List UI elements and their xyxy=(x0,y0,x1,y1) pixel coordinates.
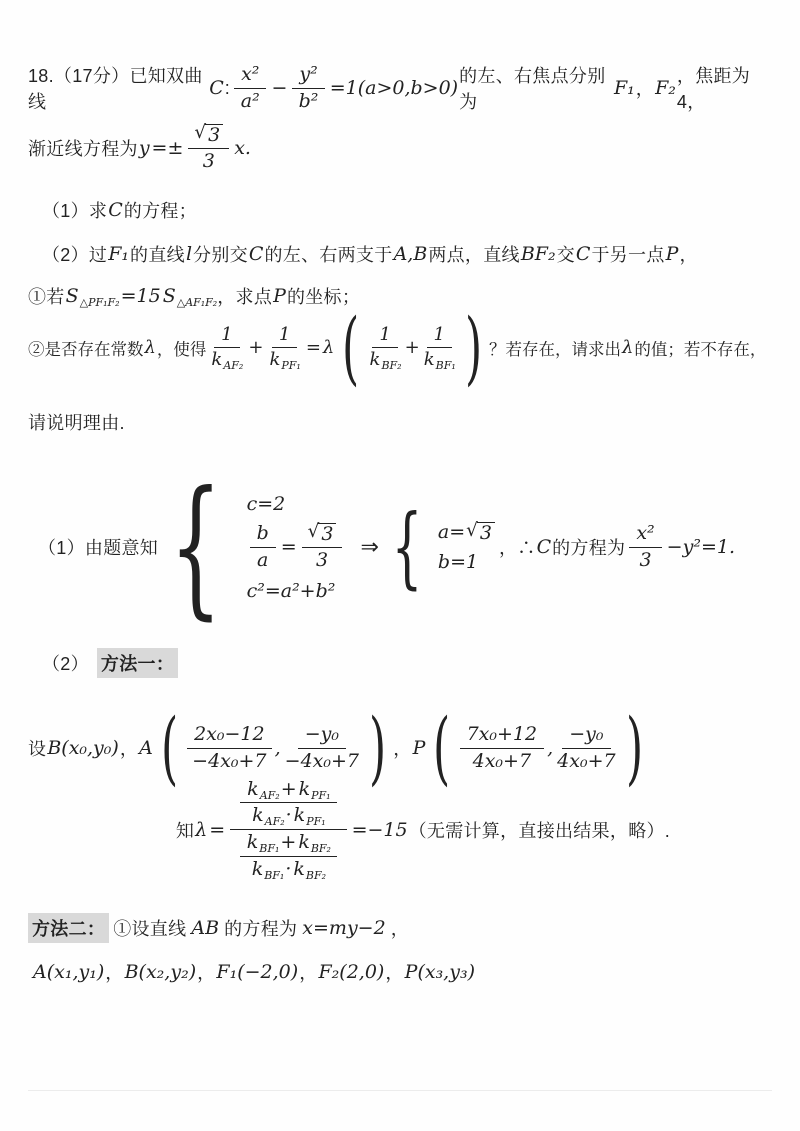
math-run: x. xyxy=(234,137,251,160)
text-run: 渐近线方程为 xyxy=(28,139,138,160)
denominator xyxy=(251,857,326,881)
text-run: ， xyxy=(197,962,216,983)
fraction xyxy=(292,64,324,113)
math-run: y² xyxy=(299,62,318,85)
math-run: F₁(−2,0) xyxy=(216,960,299,983)
math-run: 3 xyxy=(479,521,492,544)
fraction xyxy=(302,523,343,572)
math-run: S xyxy=(65,284,79,307)
fraction xyxy=(423,325,456,371)
math-run: x² xyxy=(636,522,655,545)
text-run: 18.（17分）已知双曲线 xyxy=(28,66,203,112)
numerator xyxy=(272,325,297,349)
math-run: k xyxy=(298,777,311,800)
math-run: a² xyxy=(240,89,260,112)
highlight-label: 方法一： xyxy=(97,648,178,678)
fraction xyxy=(188,124,229,173)
method1-header xyxy=(28,648,772,678)
text-run: 的方程为 xyxy=(224,918,298,939)
sqrt xyxy=(308,523,337,545)
text-run: （1）求 xyxy=(42,200,108,221)
sub1-question xyxy=(28,283,772,309)
numerator xyxy=(188,124,229,149)
radicand xyxy=(477,522,495,544)
text-run: （1）由题意知 xyxy=(38,538,159,559)
text-run: ，焦距为4， xyxy=(676,66,751,112)
math-run: = xyxy=(280,536,297,559)
text-run: ①若 xyxy=(28,286,65,307)
math-run: k xyxy=(423,349,435,371)
paren-group: ( $\frac{\text{2x₀−12}}{\text{−4x₀+7}}$ , $\frac{\text{−y₀}}{\text{−4x₀+7}}$ ) xyxy=(160,701,387,795)
math-run: 3 xyxy=(321,523,334,546)
text-run: 的直线 xyxy=(130,244,185,265)
math-run: k xyxy=(269,349,281,371)
equation-row xyxy=(246,493,287,515)
text-run: 请说明理由. xyxy=(28,413,125,434)
math-run: k xyxy=(247,777,259,800)
math-run: c=2 xyxy=(246,493,286,516)
text-run: ， xyxy=(635,79,655,99)
numerator xyxy=(629,523,661,548)
math-with-subscript: k $_{BF_1}$ xyxy=(246,831,280,856)
denominator xyxy=(236,830,341,881)
math-run: , xyxy=(547,737,554,760)
math-with-subscript: S $_{\triangle PF_1F_2}$ xyxy=(65,284,120,309)
math-run: l xyxy=(185,242,193,265)
denominator xyxy=(556,749,616,773)
numerator xyxy=(234,64,266,89)
math-run: λ xyxy=(322,337,335,359)
fraction xyxy=(240,779,336,828)
numerator xyxy=(187,724,272,749)
math-run: λ xyxy=(144,337,156,359)
math-run: , xyxy=(274,737,281,760)
brace-rows xyxy=(437,521,495,573)
math-run: −y₀ xyxy=(569,722,604,745)
implies-symbol: ⇒ xyxy=(360,534,379,560)
sqrt xyxy=(466,519,495,544)
math-run: − xyxy=(271,77,288,99)
math-run: =15 xyxy=(120,284,161,307)
denominator xyxy=(423,348,456,371)
math-run: a= xyxy=(437,521,466,544)
math-run: 1 xyxy=(278,323,291,345)
text-run: 的左、右两支于 xyxy=(264,244,393,265)
math-run: k xyxy=(369,349,381,371)
part1-question xyxy=(28,197,772,223)
math-run: F₁ xyxy=(108,242,130,265)
math-run: a xyxy=(256,548,269,571)
math-run: + xyxy=(248,337,264,359)
denominator xyxy=(369,348,402,371)
math-with-subscript: k $_{AF_2}$ xyxy=(252,804,285,829)
paren-content xyxy=(185,724,362,773)
fraction xyxy=(187,724,272,773)
math-run: S xyxy=(162,284,176,307)
math-run: k xyxy=(252,804,264,827)
math-run: F₁ xyxy=(613,77,635,99)
denominator xyxy=(256,548,269,572)
math-run: k xyxy=(251,858,264,881)
math-run: =± xyxy=(151,137,184,160)
text-run: （2） xyxy=(42,653,89,674)
radical-icon: √ xyxy=(307,521,320,543)
radicand xyxy=(205,124,223,146)
denominator xyxy=(472,749,532,773)
math-run: A(x₁,y₁) xyxy=(33,960,105,983)
math-run: B(x₂,y₂) xyxy=(124,960,197,983)
numerator xyxy=(427,325,452,349)
math-with-subscript: S $_{\triangle AF_1F_2}$ xyxy=(162,284,218,309)
text-run: ，使得 xyxy=(156,340,207,359)
math-run: BF₂ xyxy=(520,242,556,265)
math-run: −4x₀+7 xyxy=(192,749,267,772)
denominator xyxy=(240,89,261,113)
denominator xyxy=(210,348,243,371)
math-run: 3 xyxy=(316,549,329,571)
math-run: P xyxy=(412,737,426,760)
math-run: C xyxy=(536,536,552,559)
text-run: 知 xyxy=(175,820,195,841)
numerator xyxy=(302,523,343,548)
method2-header xyxy=(28,913,772,943)
math-run: · xyxy=(285,858,292,881)
text-run: 设 xyxy=(28,739,47,760)
math-run: 1 xyxy=(221,323,233,345)
math-run: = xyxy=(209,818,226,841)
math-with-subscript: k $_{AF_2}$ xyxy=(247,777,280,802)
equation-row xyxy=(246,580,337,602)
text-run: ， xyxy=(679,244,698,265)
numerator xyxy=(240,832,337,857)
denominator xyxy=(251,803,326,827)
reason-line xyxy=(28,409,772,435)
math-run: k xyxy=(211,349,223,371)
math-with-subscript: k $_{BF_2}$ xyxy=(293,858,327,883)
math-run: C xyxy=(248,242,264,265)
problem-statement xyxy=(28,62,772,114)
text-run: ， xyxy=(299,962,318,983)
math-run: 3 xyxy=(202,149,215,172)
denominator xyxy=(284,749,360,773)
math-run: B(x₀,y₀) xyxy=(47,737,119,760)
text-run: 的坐标； xyxy=(286,286,361,307)
math-run: 1 xyxy=(433,323,445,345)
math-run: · xyxy=(285,804,292,827)
math-run: −4x₀+7 xyxy=(284,749,360,772)
text-run: 于另一点 xyxy=(591,244,665,265)
equation-row xyxy=(246,523,347,572)
math-run: λ xyxy=(621,337,634,359)
math-run: =−15 xyxy=(351,818,408,841)
fraction xyxy=(629,523,661,572)
math-run: k xyxy=(298,831,310,854)
math-run: C xyxy=(108,198,123,221)
solution-part1 xyxy=(28,460,772,635)
math-run: =1(a>0,b>0) xyxy=(329,77,459,99)
math-run: C xyxy=(575,242,591,265)
math-run: P xyxy=(665,242,679,265)
text-run: ， xyxy=(105,962,124,983)
math-run: 2x₀−12 xyxy=(194,722,265,745)
denominator xyxy=(638,548,652,572)
math-with-subscript: k $_{AF_2}$ xyxy=(211,349,244,373)
fraction xyxy=(268,325,300,371)
asymptote-line xyxy=(28,124,772,173)
fraction xyxy=(234,64,266,113)
math-run: 1 xyxy=(379,323,391,345)
math-run: y xyxy=(138,137,150,160)
paren-group: ( 1 k $_{BF_2}$ + 1 k $_{BF_1}$ ) xyxy=(342,300,482,394)
math-run: P xyxy=(273,284,286,307)
text-run: : xyxy=(224,77,231,98)
highlight-label: 方法二： xyxy=(28,913,109,943)
text-run: 两点，直线 xyxy=(428,244,520,265)
math-run: + xyxy=(404,337,420,359)
radicand xyxy=(318,523,336,545)
brace-group: { c=2 $\frac{b}{a}$ = √ 3 3 c²=a²+b² xyxy=(162,493,346,602)
text-run: （无需计算，直接出结果，略）. xyxy=(408,820,671,841)
math-run: F₂(2,0) xyxy=(318,960,385,983)
radical-icon: √ xyxy=(466,519,478,541)
document-body xyxy=(0,62,800,985)
text-run: ， xyxy=(385,962,404,983)
math-run: k xyxy=(293,804,306,827)
text-run: ，∴ xyxy=(498,538,536,559)
numerator xyxy=(460,724,545,749)
math-run: −y₀ xyxy=(304,722,339,745)
paren-group: ( $\frac{\text{7x₀+12}}{\text{4x₀+7}}$ , $\frac{\text{−y₀}}{\text{4x₀+7}}$ ) xyxy=(433,701,643,795)
denominator xyxy=(191,749,267,773)
text-run: 的左、右焦点分别为 xyxy=(459,66,606,112)
numerator xyxy=(372,325,397,349)
math-run: −y²=1. xyxy=(666,536,735,559)
math-run: b xyxy=(256,522,269,545)
fraction xyxy=(369,325,402,371)
text-run: 交 xyxy=(556,244,575,265)
denominator xyxy=(202,149,216,173)
numerator xyxy=(250,523,276,548)
math-run: b=1 xyxy=(437,551,479,574)
numerator xyxy=(562,724,610,749)
brace-rows xyxy=(246,493,347,602)
sub2-question xyxy=(28,300,772,394)
denominator xyxy=(298,89,320,113)
text-run: 分别交 xyxy=(193,244,248,265)
math-with-subscript: k $_{PF_1}$ xyxy=(269,349,301,373)
text-run: （2）过 xyxy=(42,244,108,265)
math-run: k xyxy=(246,831,259,854)
math-run: + xyxy=(280,777,297,800)
math-run: = xyxy=(305,337,321,359)
math-run: x² xyxy=(241,62,260,85)
fraction xyxy=(460,724,545,773)
numerator xyxy=(240,779,336,804)
numerator xyxy=(292,64,324,89)
math-run: 3 xyxy=(208,124,221,146)
text-run: 的值；若不存在， xyxy=(634,340,767,359)
math-with-subscript: k $_{PF_1}$ xyxy=(298,777,331,802)
math-run: + xyxy=(280,831,297,854)
equation-row xyxy=(437,551,479,573)
math-run: A xyxy=(139,737,153,760)
math-with-subscript: k $_{BF_1}$ xyxy=(423,349,456,373)
fraction xyxy=(556,724,616,773)
text-run: 的方程； xyxy=(123,200,197,221)
math-with-subscript: k $_{BF_1}$ xyxy=(251,858,285,883)
numerator xyxy=(230,779,346,831)
brace-group: { a= √ 3 b=1 xyxy=(393,521,495,573)
fraction xyxy=(230,779,346,881)
math-run: λ xyxy=(195,818,208,841)
radical-icon: √ xyxy=(194,122,207,143)
paren-content xyxy=(367,325,458,371)
math-run: k xyxy=(293,858,305,881)
math-run: c²=a²+b² xyxy=(246,579,336,602)
text-run: ①设直线 xyxy=(113,918,187,939)
math-run: 4x₀+7 xyxy=(557,749,616,772)
numerator xyxy=(214,325,239,349)
math-run: 3 xyxy=(639,548,652,571)
method2-points xyxy=(28,959,772,985)
math-run: A,B xyxy=(393,242,428,265)
denominator xyxy=(268,348,300,371)
sqrt xyxy=(194,124,223,146)
text-run: ， xyxy=(390,918,410,939)
text-run: 的方程为 xyxy=(552,538,626,559)
text-run: ， xyxy=(119,739,139,760)
fraction xyxy=(250,523,276,572)
math-run: F₂ xyxy=(655,77,676,99)
text-run: ， xyxy=(393,739,412,760)
text-run: ？若存在，请求出 xyxy=(488,340,621,359)
numerator xyxy=(298,724,346,749)
math-run: 4x₀+7 xyxy=(472,749,532,772)
fraction xyxy=(240,832,337,881)
text-run: ，求点 xyxy=(217,286,273,307)
math-with-subscript: k $_{BF_2}$ xyxy=(369,349,402,373)
text-run: ②是否存在常数 xyxy=(28,340,144,359)
math-run: b² xyxy=(298,89,319,112)
paren-content xyxy=(458,724,619,773)
fraction xyxy=(210,325,243,371)
page-divider xyxy=(28,1090,772,1091)
math-run: P(x₃,y₃) xyxy=(404,960,475,983)
denominator xyxy=(315,548,329,572)
method1-lambda xyxy=(28,779,772,881)
math-run: C xyxy=(209,77,224,99)
math-run: x=my−2 xyxy=(302,916,386,939)
equation-row xyxy=(437,521,495,543)
math-with-subscript: k $_{BF_2}$ xyxy=(298,831,331,856)
fraction xyxy=(284,724,360,773)
part2-question xyxy=(28,241,772,267)
math-run: AB xyxy=(191,916,220,939)
math-run: 7x₀+12 xyxy=(466,722,538,745)
math-with-subscript: k $_{PF_1}$ xyxy=(293,804,326,829)
